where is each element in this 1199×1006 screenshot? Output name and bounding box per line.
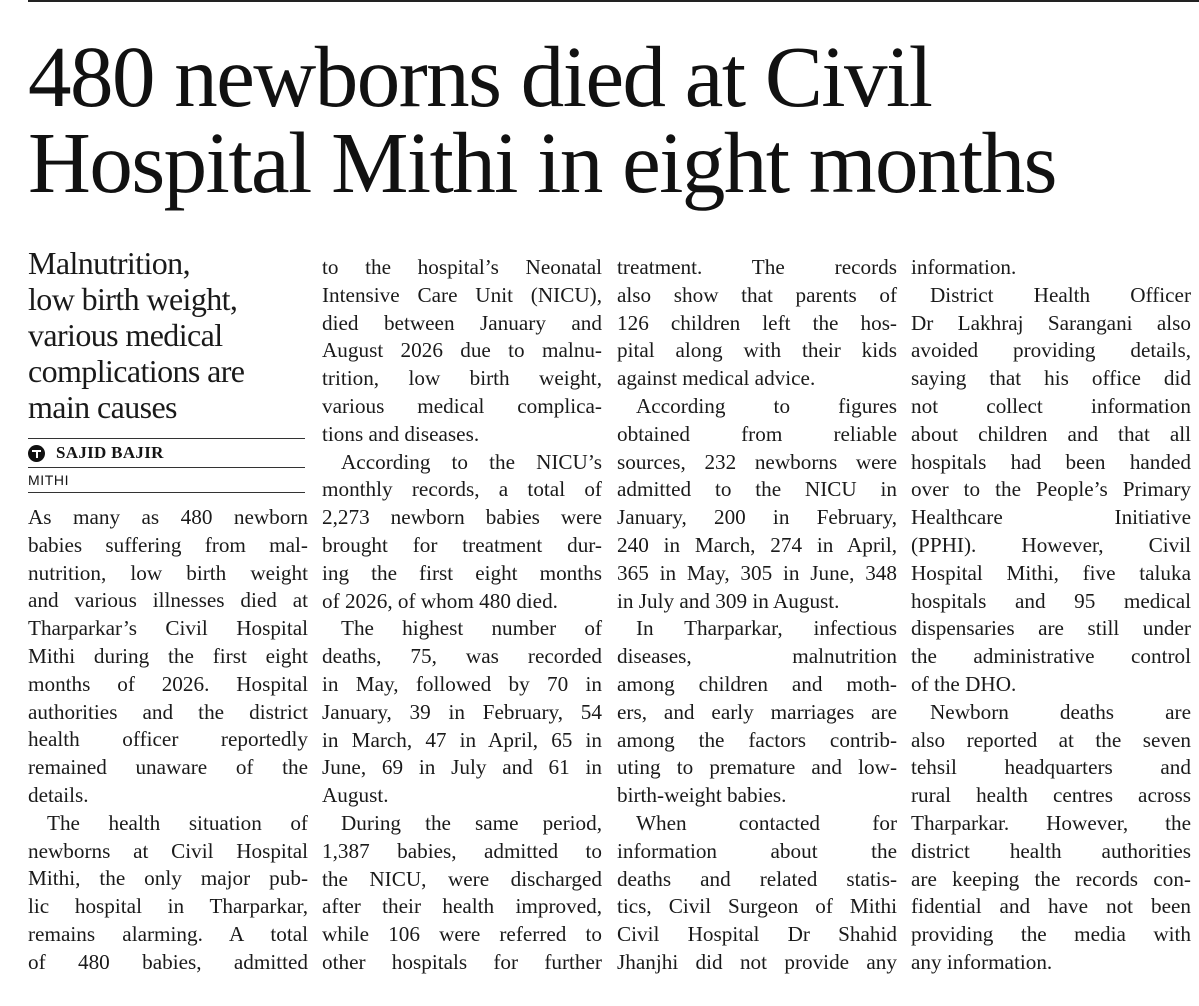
article-text-line: brought for treatment dur- xyxy=(322,532,602,557)
article-text-line: The highest number of xyxy=(341,616,602,641)
article-text-line: Jhanjhi did not provide any xyxy=(617,949,897,974)
article-text-line: to the hospital’s Neonatal xyxy=(322,255,602,279)
article-text-line: lic hospital in Tharparkar, xyxy=(28,894,308,919)
article-text-line: tions and diseases. xyxy=(322,421,480,446)
article-text-line: tehsil headquarters and xyxy=(911,755,1191,780)
deck-subheadline xyxy=(28,245,313,425)
article-text-line: not collect information xyxy=(911,393,1191,418)
article-text-line: Hospital Mithi, five taluka xyxy=(911,560,1191,585)
article-text-line: June, 69 in July and 61 in xyxy=(322,755,602,780)
deck-line: low birth weight, xyxy=(28,281,238,317)
article-text-line: nutrition, low birth weight xyxy=(28,560,308,585)
deck-line: various medical xyxy=(28,317,223,353)
article-text-line: January, 39 in February, 54 xyxy=(322,699,602,724)
article-text-line: of 2026, of whom 480 died. xyxy=(322,588,558,613)
article-text-line: among the factors contrib- xyxy=(617,727,897,752)
article-text-line: 240 in March, 274 in April, xyxy=(617,532,897,557)
headline-line: 480 newborns died at Civil xyxy=(28,28,932,125)
article-text-line: In Tharparkar, infectious xyxy=(636,616,897,641)
byline-rule xyxy=(28,438,305,439)
article-text-line: uting to premature and low- xyxy=(617,755,897,780)
article-text-line: the administrative control xyxy=(911,644,1191,669)
deck-line: complications are xyxy=(28,353,245,389)
article-text-line: During the same period, xyxy=(341,810,602,835)
article-text-line: avoided providing details, xyxy=(911,338,1191,363)
article-column-2 xyxy=(322,254,602,977)
article-text-line: about children and that all xyxy=(911,421,1191,446)
article-text-line: Intensive Care Unit (NICU), xyxy=(322,282,602,307)
article-text-line: babies suffering from mal- xyxy=(28,532,308,557)
article-column-3 xyxy=(617,254,897,977)
article-text-line: district health authorities xyxy=(911,838,1191,863)
article-text-line: over to the People’s Primary xyxy=(911,477,1191,502)
article-text-line: deaths and related statis- xyxy=(617,866,897,891)
article-text-line: remains alarming. A total xyxy=(28,921,308,946)
article-text-line: trition, low birth weight, xyxy=(322,366,602,391)
article-text-line: 2,273 newborn babies were xyxy=(322,505,602,530)
deck-line: main causes xyxy=(28,389,177,425)
byline-rule xyxy=(28,467,305,468)
article-text-line: while 106 were referred to xyxy=(322,922,602,947)
article-text-line: other hospitals for further xyxy=(322,949,602,974)
article-column-4 xyxy=(911,254,1191,977)
article-text-line: (PPHI). However, Civil xyxy=(911,532,1191,557)
article-text-line: 1,387 babies, admitted to xyxy=(322,838,602,863)
article-text-line: August. xyxy=(322,783,389,808)
article-text-line: hospitals and 95 medical xyxy=(911,588,1191,613)
article-text-line: According to figures xyxy=(636,393,897,418)
article-text-line: months of 2026. Hospital xyxy=(28,671,308,696)
article-text-line: deaths, 75, was recorded xyxy=(322,644,602,669)
article-text-line: also reported at the seven xyxy=(911,727,1191,752)
article-text-line: fidential and have not been xyxy=(911,894,1191,919)
article-text-line: also show that parents of xyxy=(617,282,897,307)
article-text-line: Mithi, the only major pub- xyxy=(28,866,308,891)
article-text-line: ers, and early marriages are xyxy=(617,699,897,724)
article-text-line: District Health Officer xyxy=(930,282,1191,307)
article-text-line: 365 in May, 305 in June, 348 xyxy=(617,560,897,585)
deck-line: Malnutrition, xyxy=(28,245,190,281)
article-text-line: dispensaries are still under xyxy=(911,616,1191,641)
article-text-line: various medical complica- xyxy=(322,393,602,418)
article-text-line: hospitals had been handed xyxy=(911,449,1191,474)
article-text-line: treatment. The records xyxy=(617,255,897,279)
article-text-line: the NICU, were discharged xyxy=(322,866,602,891)
article-text-line: When contacted for xyxy=(636,810,897,835)
article-text-line: diseases, malnutrition xyxy=(617,644,897,669)
article-text-line: and various illnesses died at xyxy=(28,588,308,613)
article-text-line: Healthcare Initiative xyxy=(911,505,1191,530)
article-text-line: Civil Hospital Dr Shahid xyxy=(617,922,897,947)
article-text-line: in July and 309 in August. xyxy=(617,588,840,613)
article-text-line: sources, 232 newborns were xyxy=(617,449,897,474)
article-text-line: monthly records, a total of xyxy=(322,477,602,502)
article-text-line: providing the media with xyxy=(911,922,1191,947)
article-text-line: admitted to the NICU in xyxy=(617,477,897,502)
article-text-line: any information. xyxy=(911,949,1053,974)
article-text-line: tics, Civil Surgeon of Mithi xyxy=(617,894,897,919)
article-text-line: after their health improved, xyxy=(322,894,602,919)
article-text-line: details. xyxy=(28,782,89,807)
article-text-line: obtained from reliable xyxy=(617,421,897,446)
article-text-line: among children and moth- xyxy=(617,671,897,696)
article-text-line: authorities and the district xyxy=(28,699,308,724)
article-text-line: newborns at Civil Hospital xyxy=(28,838,308,863)
article-text-line: Newborn deaths are xyxy=(930,699,1191,724)
article-column-1 xyxy=(28,504,308,977)
article-text-line: of 480 babies, admitted xyxy=(28,949,308,974)
article-text-line: saying that his office did xyxy=(911,366,1191,391)
article-text-line: in March, 47 in April, 65 in xyxy=(322,727,602,752)
top-rule xyxy=(28,0,1199,2)
article-text-line: against medical advice. xyxy=(617,366,816,391)
byline xyxy=(28,442,305,464)
article-text-line: January, 200 in February, xyxy=(617,505,897,530)
article-text-line: in May, followed by 70 in xyxy=(322,671,602,696)
article-text-line: As many as 480 newborn xyxy=(28,505,308,529)
article-text-line: pital along with their kids xyxy=(617,338,897,363)
article-text-line: August 2026 due to malnu- xyxy=(322,338,602,363)
article-text-line: health officer reportedly xyxy=(28,727,308,752)
article-text-line: information about the xyxy=(617,838,897,863)
article-text-line: 126 children left the hos- xyxy=(617,310,897,335)
article-text-line: ing the first eight months xyxy=(322,560,602,585)
headline xyxy=(28,28,1193,211)
byline-rule xyxy=(28,492,305,493)
article-text-line: Dr Lakhraj Sarangani also xyxy=(911,310,1191,335)
article-text-line: of the DHO. xyxy=(911,671,1017,696)
article-text-line: The health situation of xyxy=(47,810,308,835)
article-text-line: information. xyxy=(911,255,1017,279)
article-text-line: died between January and xyxy=(322,310,602,335)
article-text-line: Tharparkar’s Civil Hospital xyxy=(28,616,308,641)
article-text-line: rural health centres across xyxy=(911,783,1191,808)
article-text-line: remained unaware of the xyxy=(28,755,308,780)
tribune-logo-icon xyxy=(28,445,45,462)
article-text-line: According to the NICU’s xyxy=(341,449,602,474)
article-text-line: Mithi during the first eight xyxy=(28,643,308,668)
dateline: MITHI xyxy=(28,472,70,488)
article-text-line: Tharparkar. However, the xyxy=(911,810,1191,835)
article-text-line: are keeping the records con- xyxy=(911,866,1191,891)
author-name: SAJID BAJIR xyxy=(56,443,164,462)
article-text-line: birth-weight babies. xyxy=(617,783,787,808)
headline-line: Hospital Mithi in eight months xyxy=(28,114,1057,211)
